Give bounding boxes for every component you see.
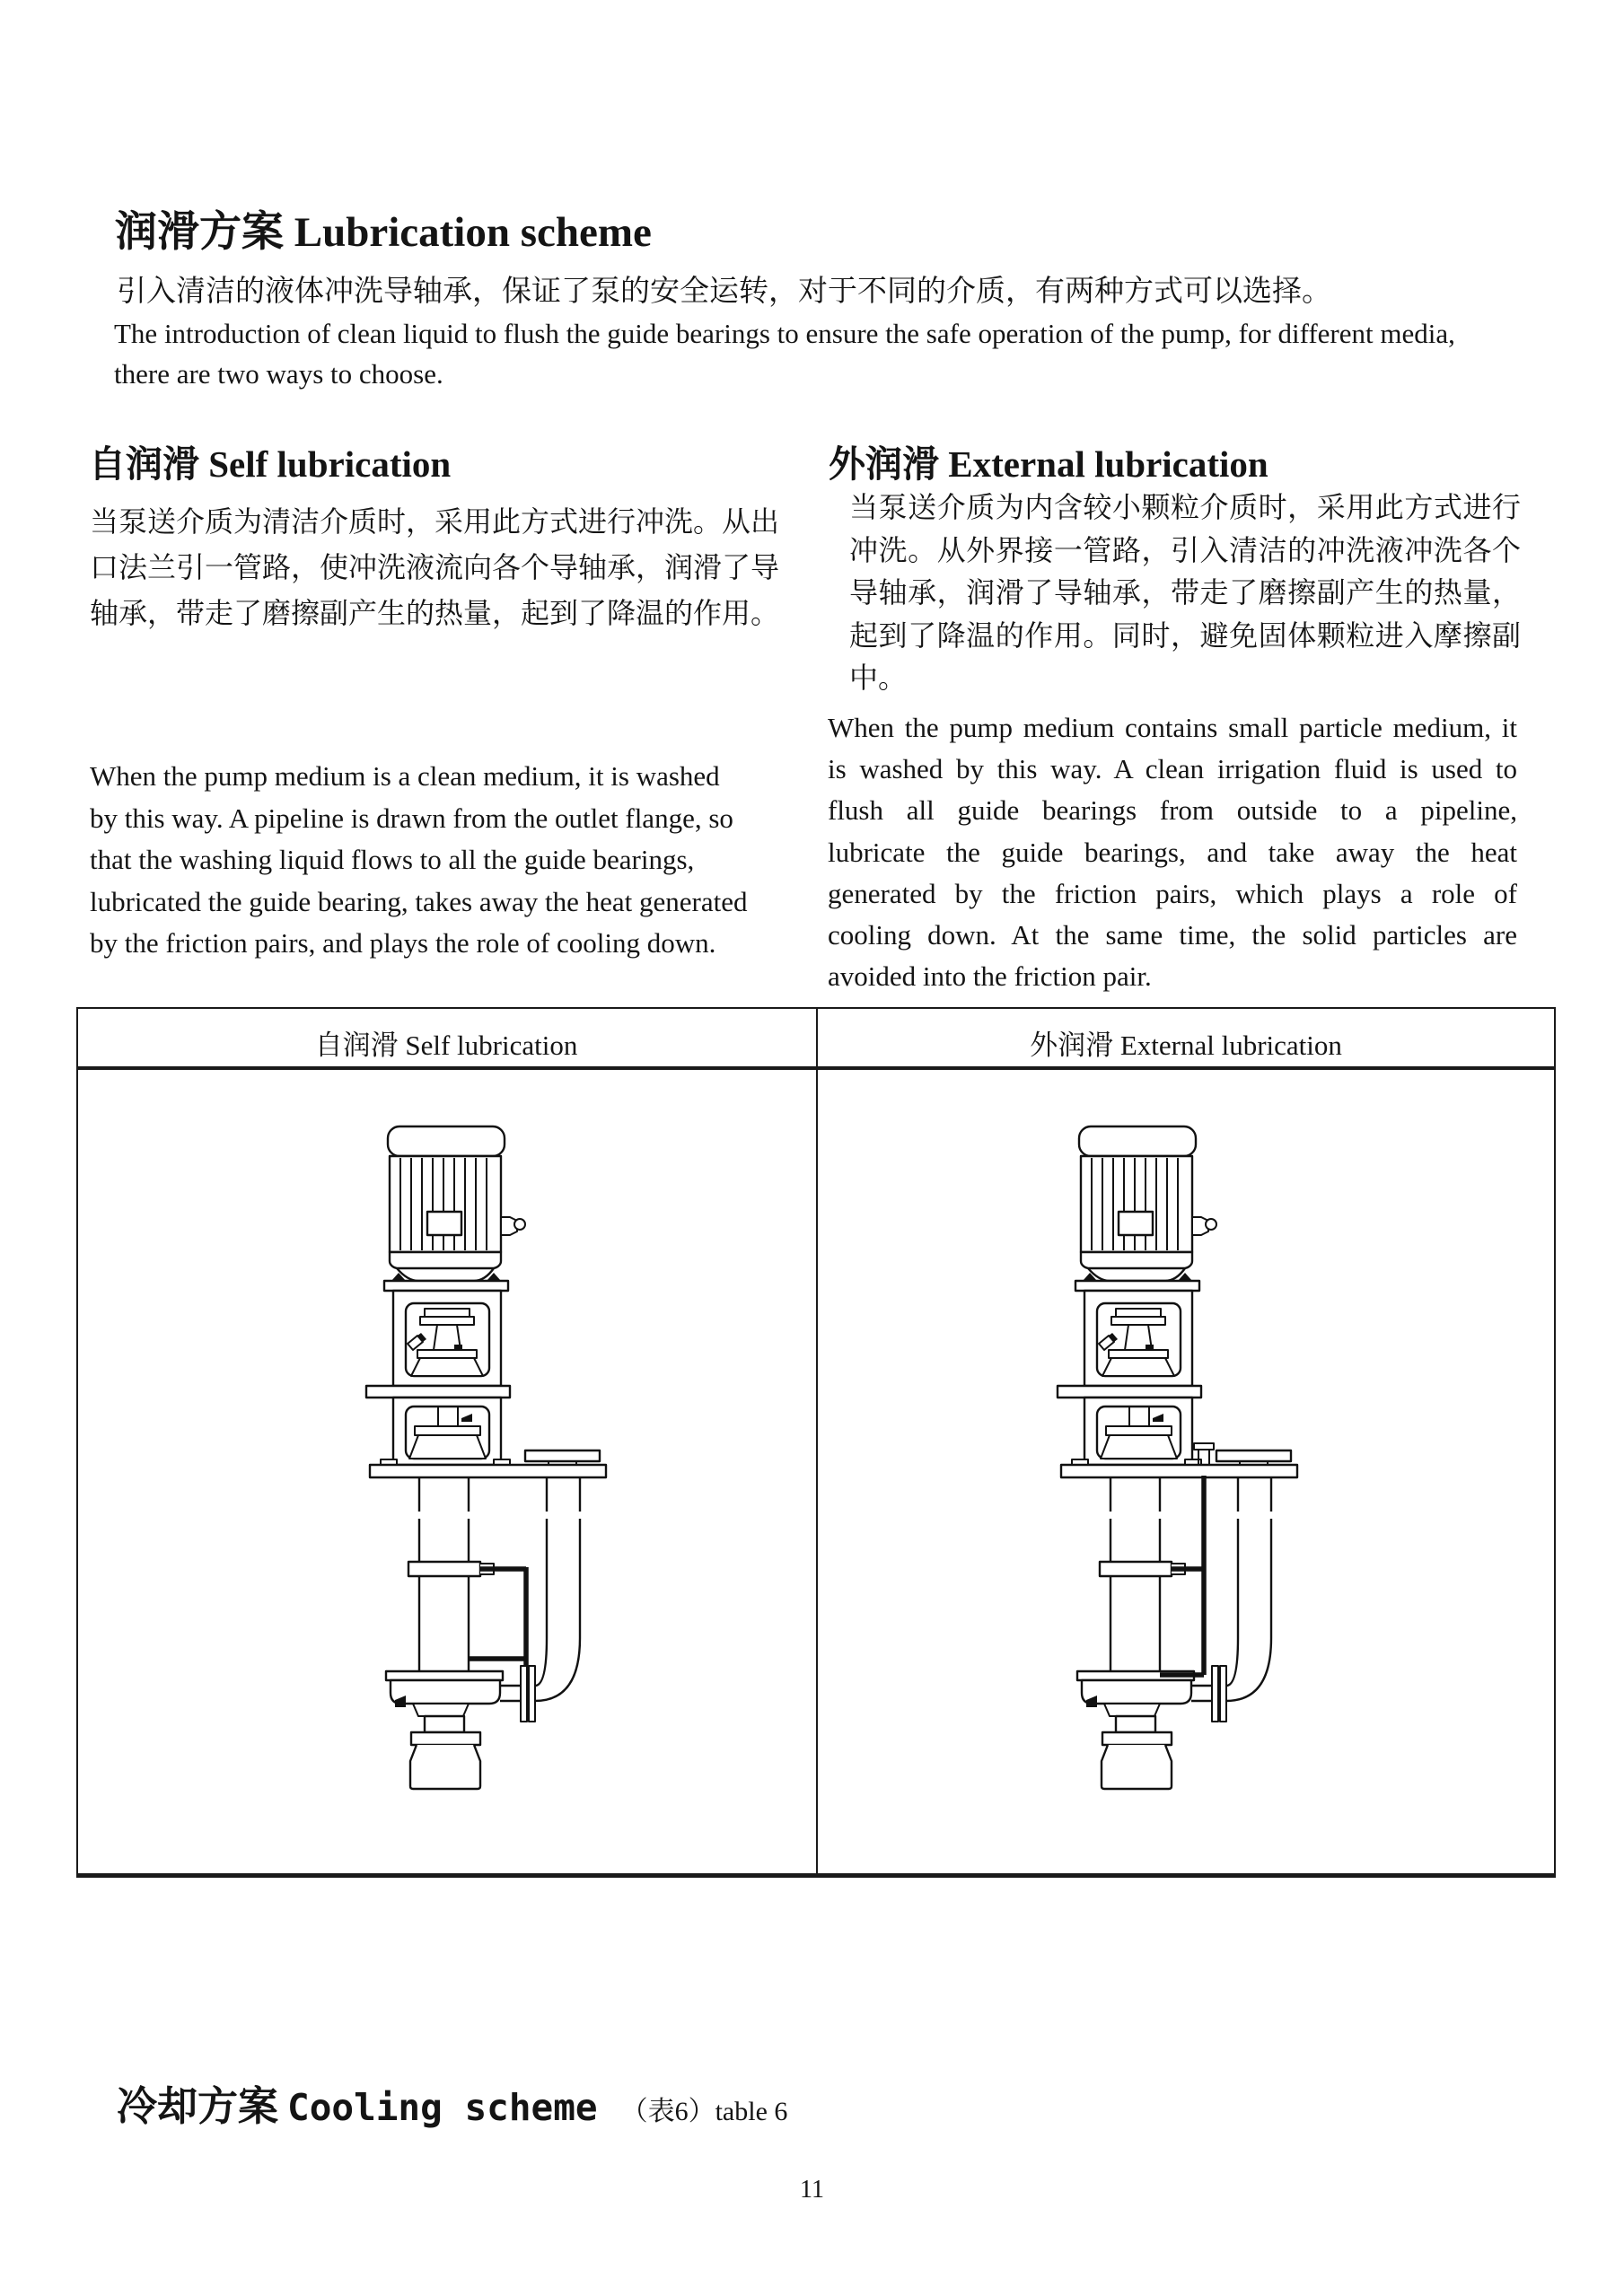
self-lubrication-pump-drawing: [361, 1122, 614, 1795]
intro-paragraph-chinese: [117, 271, 1331, 311]
text-line: When the pump medium contains small particle medium, it: [828, 712, 1517, 743]
external-lubrication-pump-drawing: [1052, 1122, 1305, 1795]
text-line: 当泵送介质为内含较小颗粒介质时，采用此方式进行: [849, 491, 1521, 523]
text-line: by the friction pairs, and plays the role of cooling down.: [90, 927, 716, 959]
text-line: 当泵送介质为清洁介质时，采用此方式进行冲洗。从出: [90, 505, 780, 538]
external-lubrication-paragraph-chinese: [849, 486, 1521, 700]
cooling-scheme-heading: [117, 2073, 787, 2132]
cooling-scheme-heading-english: Cooling scheme: [287, 2086, 598, 2129]
text-line: lubricate the guide bearings, and take away the heat: [828, 836, 1517, 868]
external-lubrication-heading: 外润滑 External lubrication: [829, 443, 1268, 486]
text-line: 轴承，带走了磨擦副产生的热量，起到了降温的作用。: [90, 597, 780, 629]
text-line: generated by the friction pairs, which plays a role of: [828, 877, 1517, 909]
lubrication-figure-table: [76, 1007, 1556, 1878]
text-line: 口法兰引一管路，使冲洗液流向各个导轴承，润滑了导: [90, 551, 780, 583]
intro-en-line: there are two ways to choose.: [114, 358, 443, 390]
text-line: avoided into the friction pair.: [828, 960, 1152, 993]
text-line: 导轴承，润滑了导轴承，带走了磨擦副产生的热量，: [849, 576, 1521, 609]
page-number: 11: [800, 2176, 824, 2204]
self-lubrication-paragraph-chinese: [90, 499, 788, 636]
table-column-divider: [816, 1009, 818, 1873]
text-line: flush all guide bearings from outside to a pipeline,: [828, 794, 1517, 827]
text-line: 起到了降温的作用。同时，避免固体颗粒进入摩擦副: [849, 618, 1521, 652]
text-line: 冲洗。从外界接一管路，引入清洁的冲洗液冲洗各个: [849, 533, 1521, 566]
intro-en-line: The introduction of clean liquid to flush the guide bearings to ensure the safe operation of the pump, for different media,: [114, 318, 1455, 349]
text-line: cooling down. At the same time, the solid particles are: [828, 919, 1517, 951]
page-title: 润滑方案 Lubrication scheme: [115, 209, 652, 257]
self-lubrication-paragraph-english: [90, 756, 801, 965]
external-lubrication-pump-diagram: [1052, 1122, 1305, 1795]
table-header-external-lubrication: 外润滑 External lubrication: [1030, 1030, 1342, 1061]
text-line: that the washing liquid flows to all the guide bearings,: [90, 844, 695, 875]
table6-reference: （表6）table 6: [620, 2097, 788, 2126]
self-lubrication-heading: 自润滑 Self lubrication: [89, 443, 452, 486]
text-line: by this way. A pipeline is drawn from the outlet flange, so: [90, 802, 733, 834]
self-lubrication-pump-diagram: [361, 1122, 614, 1795]
text-line: 中。: [849, 662, 908, 694]
text-line: is washed by this way. A clean irrigation fluid is used to: [828, 753, 1517, 785]
intro-zh-line: 引入清洁的液体冲洗导轴承，保证了泵的安全运转，对于不同的介质，有两种方式可以选择。: [117, 274, 1331, 307]
external-lubrication-paragraph-english: [828, 707, 1517, 997]
intro-paragraph-english: [114, 313, 1455, 394]
text-line: When the pump medium is a clean medium, it is washed: [90, 760, 720, 792]
cooling-scheme-heading-chinese: 冷却方案: [117, 2083, 279, 2129]
text-line: lubricated the guide bearing, takes away the heat generated: [90, 885, 748, 917]
table-header-self-lubrication: 自润滑 Self lubrication: [314, 1030, 578, 1061]
